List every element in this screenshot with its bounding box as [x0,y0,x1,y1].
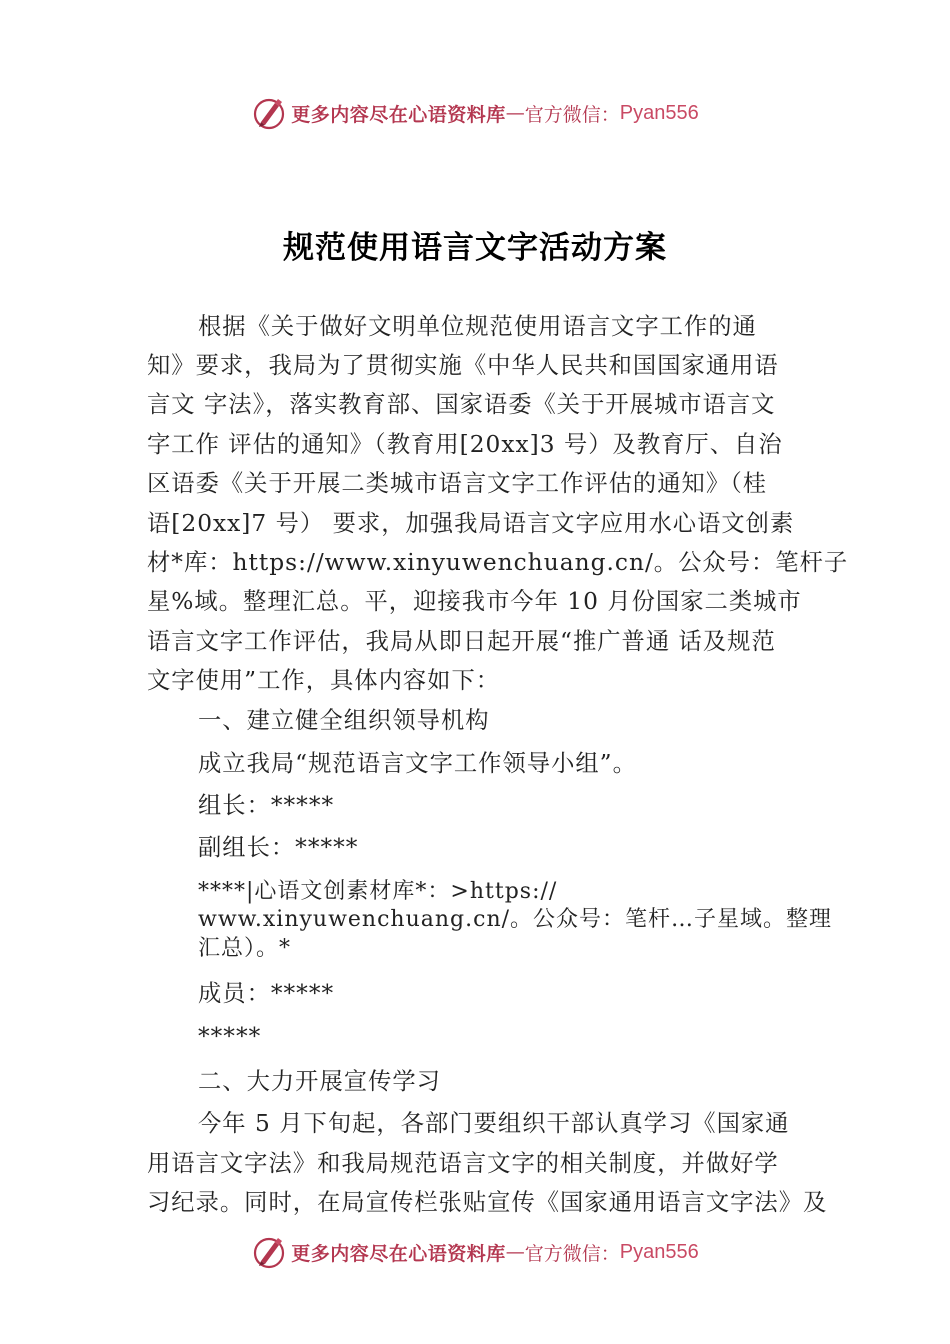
banner-dash: — [505,102,525,124]
banner-main-text: 更多内容尽在心语资料库 [291,103,506,126]
paragraph-line: 习纪录。同时，在局宣传栏张贴宣传《国家通用语言文字法》及 [147,1189,828,1216]
banner-main-text: 更多内容尽在心语资料库 [291,1242,506,1265]
banner-wechat-id: Pyan556 [619,101,699,124]
footer-banner [0,1232,950,1272]
paragraph-line: 根据《关于做好文明单位规范使用语言文字工作的通 [198,313,757,340]
paragraph-line: 星%域。整理汇总。平，迎接我市今年 10 月份国家二类城市 [147,588,802,615]
section-heading-1: 一、建立健全组织领导机构 [198,707,490,734]
establish-text: 成立我局“规范语言文字工作领导小组”。 [198,750,637,777]
pen-logo-icon [251,1234,287,1270]
paragraph-line: 文字使用”工作，具体内容如下： [147,667,501,694]
paragraph-line: 语[20xx]7 号） 要求，加强我局语言文字应用水心语文创素 [147,510,795,537]
document-title: 规范使用语言文字活动方案 [283,230,667,266]
section-heading-2: 二、大力开展宣传学习 [198,1068,441,1095]
members-text: 成员：***** [198,980,335,1007]
paragraph-line: 字工作 评估的通知》（教育用[20xx]3 号）及教育厅、自治 [147,431,783,458]
leader-text: 组长：***** [198,792,335,819]
watermark-line: www.xinyuwenchuang.cn/。公众号：笔杆…子星域。整理 [198,907,833,932]
paragraph-line: 今年 5 月下旬起，各部门要组织干部认真学习《国家通 [198,1110,790,1137]
paragraph-line: 语言文字工作评估，我局从即日起开展“推广普通 话及规范 [147,628,776,655]
pen-logo-icon [251,95,287,131]
paragraph-line: 言文 字法》，落实教育部、国家语委《关于开展城市语言文 [147,391,776,418]
banner-sub-text: 官方微信： [524,103,620,126]
stars-text: ***** [198,1023,262,1050]
header-banner [0,93,950,133]
paragraph-line: 材*库：https://www.xinyuwenchuang.cn/。公众号：笔杆子 [147,549,849,576]
banner-dash: — [505,1241,525,1263]
banner-sub-text: 官方微信： [524,1242,620,1265]
paragraph-line: 用语言文字法》和我局规范语言文字的相关制度，并做好学 [147,1150,779,1177]
watermark-line: 汇总）。* [198,936,292,961]
watermark-line: ****|心语文创素材库*：>https:// [198,879,558,904]
deputy-text: 副组长：***** [198,834,359,861]
paragraph-line: 知》要求，我局为了贯彻实施《中华人民共和国国家通用语 [147,352,779,379]
banner-wechat-id: Pyan556 [619,1240,699,1263]
paragraph-line: 区语委《关于开展二类城市语言文字工作评估的通知》（桂 [147,470,768,497]
